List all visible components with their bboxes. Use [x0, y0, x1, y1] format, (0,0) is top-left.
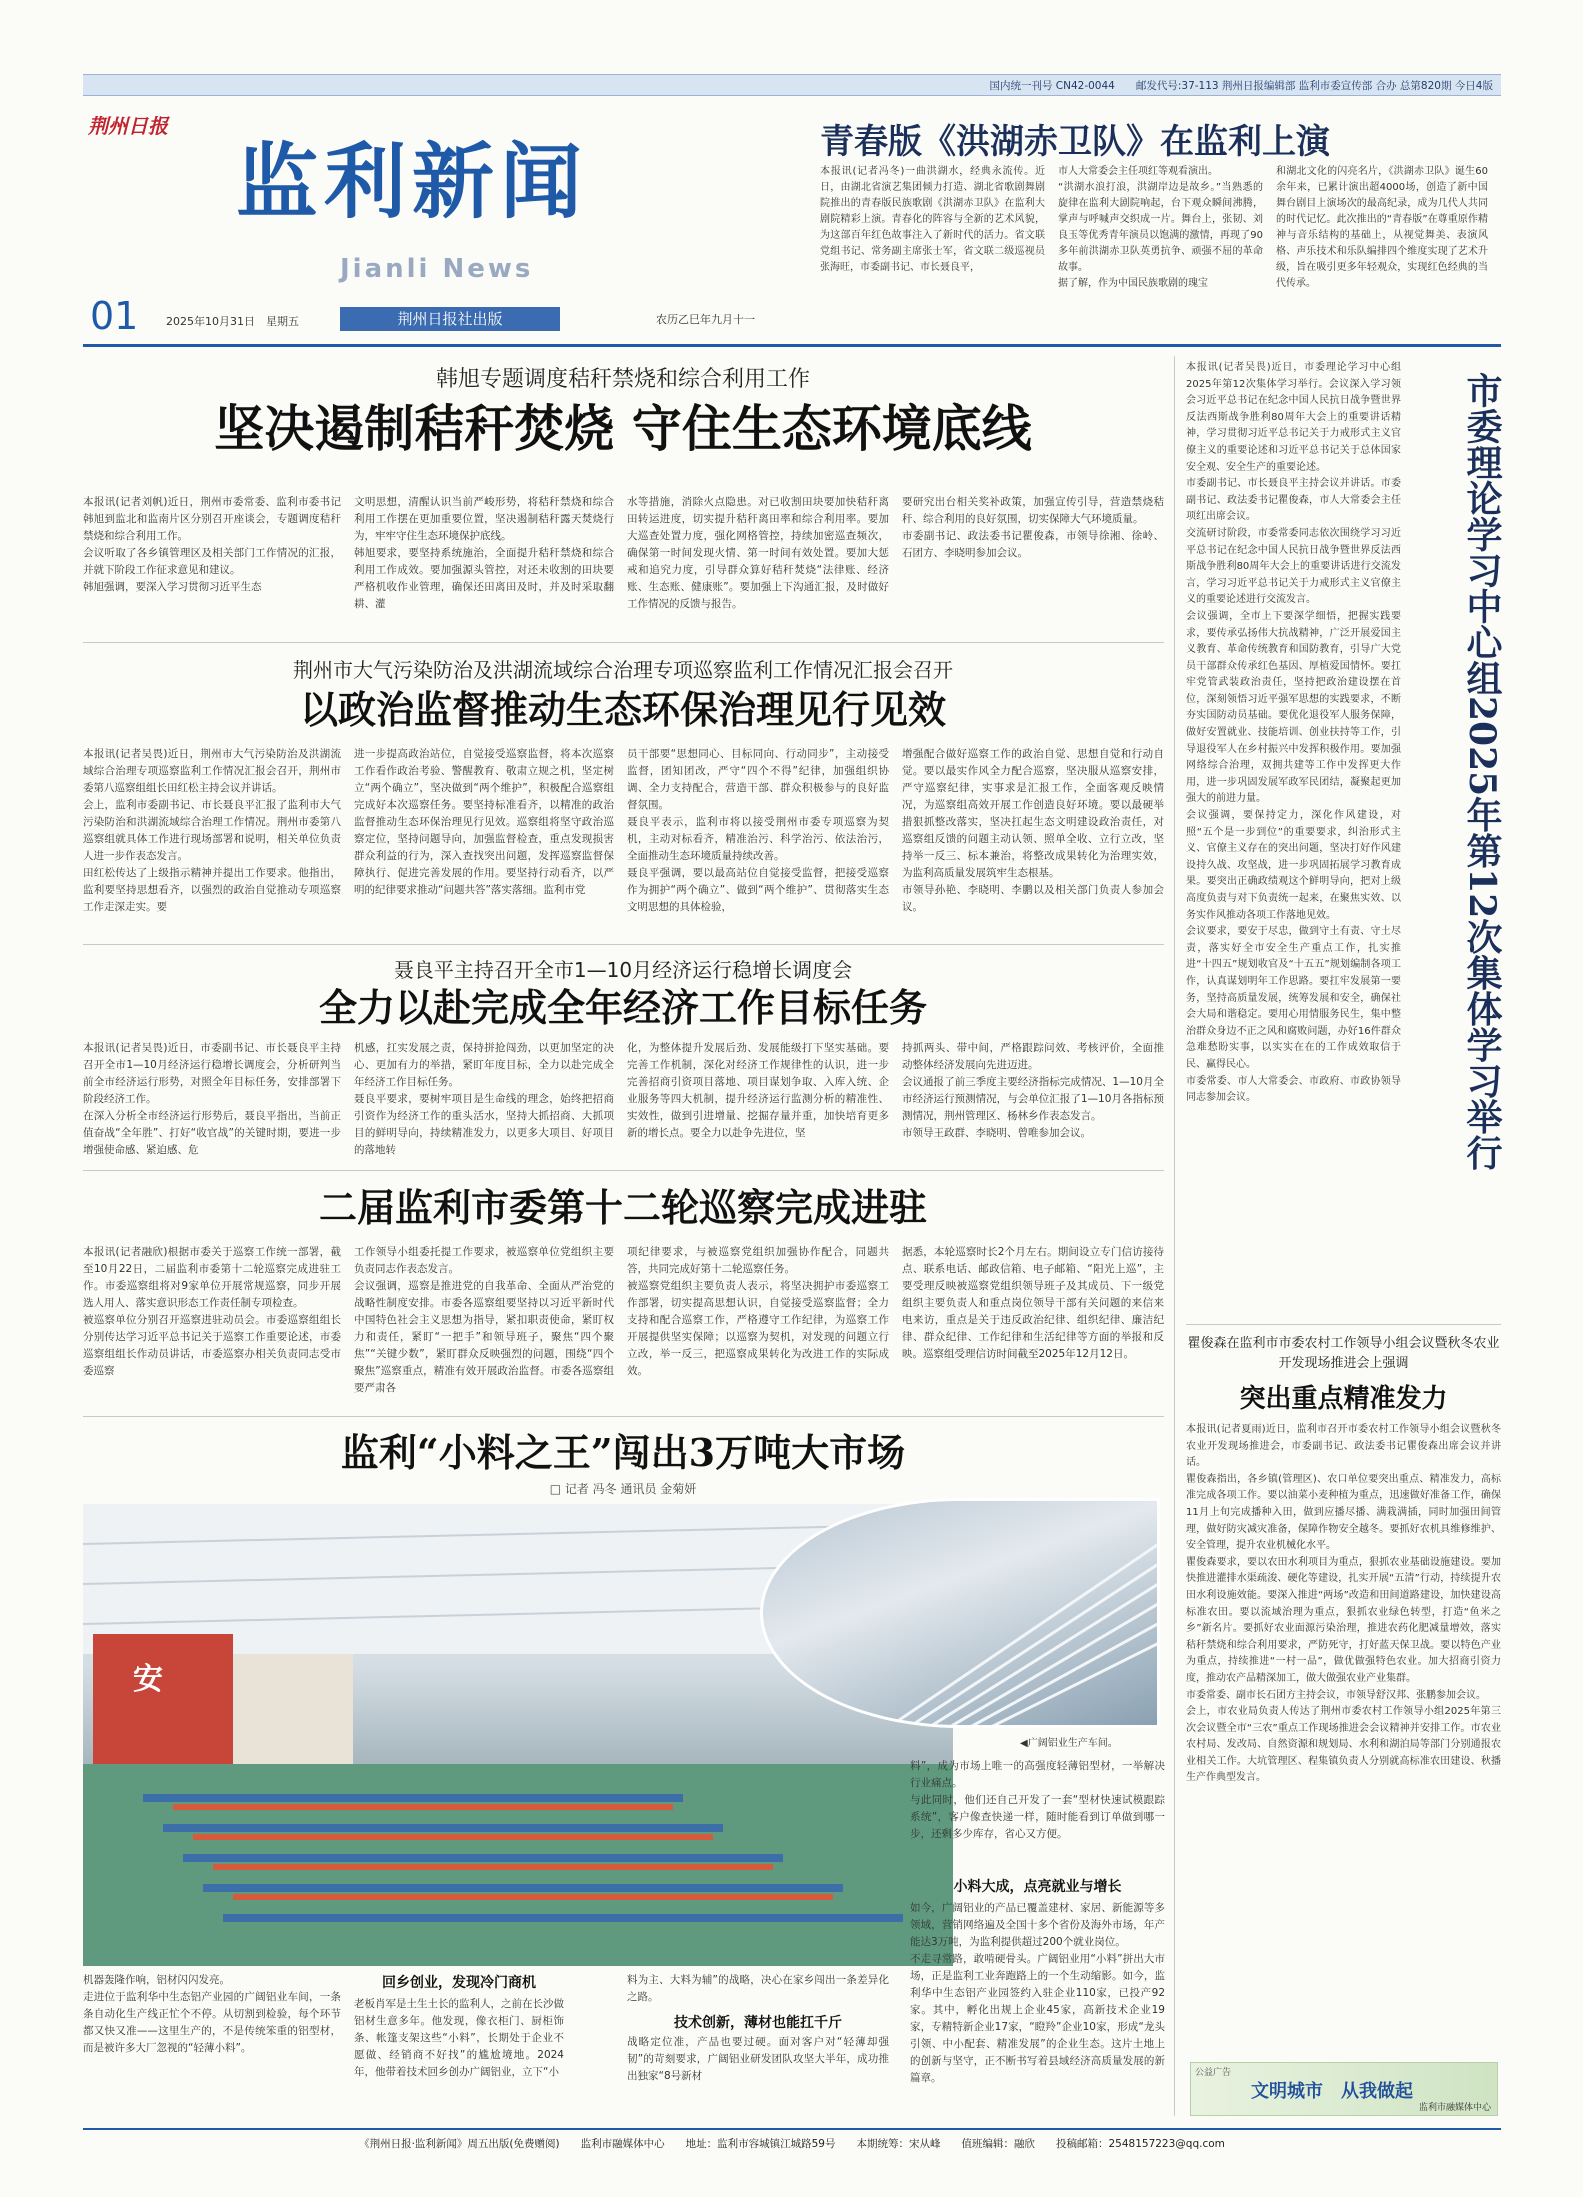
masthead-subtitle: Jianli News [340, 254, 534, 284]
ad-slogan: 文明城市 从我做起 [1251, 2081, 1413, 2102]
story4-col2: 工作领导小组委托提工作要求，被巡察单位党组织主要负责同志作表态发言。 会议强调，巡察是推进党的自我革命、全面从严治党的战略性制度安排。市委各巡察组要坚持以习近平新时代中国特色社会主义思想为指导，紧扣职责使命，紧盯权力和责任，紧盯“一把手”和领导班子，聚焦“四个聚焦”“关键少数”，紧盯群众反映强烈的问题，围绕“四个聚焦”巡察重点，精准有效开展政治监督。市委各巡察组要严肃各 [354, 1246, 614, 1394]
story4-col1: 本报讯(记者融欣)根据市委关于巡察工作统一部署，截至10月22日，二届监利市委第十二轮巡察完成进驻工作。市委巡察组将对9家单位开展常规巡察，同步开展选人用人、落实意识形态工作责任制专项检查。 被巡察单位分别召开巡察进驻动员会。市委巡察组组长分别传达学习近平总书记关于巡察工作重要论述，市委巡察组组长作动员讲话，市委巡察办相关负责同志受市委巡察 [83, 1246, 341, 1377]
sidebar2-title: 突出重点精准发力 [1239, 1384, 1448, 1414]
story5-right-col1: 料”，成为市场上唯一的高强度轻薄铝型材，一举解决行业痛点。 与此同时，他们还自己开发了一套“型材快速试模跟踪系统”，客户像查快递一样，随时能看到订单做到哪一步，还剩多少库存，省心又方便。 [910, 1760, 1165, 1840]
story3-title: 全力以赴完成全年经济工作目标任务 [318, 985, 927, 1030]
safety-sign: 安 [133, 1662, 163, 1697]
story4-col4: 据悉，本轮巡察时长2个月左右。期间设立专门信访接待点、联系电话、邮政信箱、电子邮箱、“阳光上巡”，主要受理反映被巡察党组织领导班子及其成员、下一级党组织主要负责人和重点岗位领导干部有关问题的来信来电来访，重点是关于违反政治纪律、组织纪律、廉洁纪律、群众纪律、工作纪律和生活纪律等方面的举报和反映。巡察组受理信访时间截至2025年12月12日。 [902, 1246, 1164, 1360]
story3-col4: 持抓两头、带中间，严格跟踪问效、考核评价，全面推动整体经济发展向先进迈进。 会议通报了前三季度主要经济指标完成情况、1—10月全市经济运行预测情况，与会单位汇报了1—10月各指标预测情况，荆州管理区、杨林乡作表态发言。 市领导王政群、李晓明、曾唯参加会议。 [902, 1042, 1164, 1139]
story5-bottom-col2: 老板肖军是土生土长的监利人，之前在长沙做铝材生意多年。他发现，像衣柜门、厨柜饰条、帐篷支架这些“小料”，长期处于企业不愿做、经销商不好找”的尴尬境地。2024年，他带着技术回乡创办广阔铝业，立下“小 [354, 1998, 564, 2078]
story5-bottom-col1: 机器轰隆作响，铝材闪闪发亮。 走进位于监利华中生态铝产业园的广阔铝业车间，一条条自动化生产线正忙个不停。从切割到检验，每个环节都又快又准——这里生产的，不是传统笨重的铝型材，而是被许多大厂忽视的“轻薄小料”。 [83, 1974, 341, 2054]
footer-rule [83, 2128, 1501, 2130]
story1-kicker: 韩旭专题调度秸秆禁烧和综合利用工作 [435, 367, 810, 392]
story1-col3: 水等措施，消除火点隐患。对已收割田块要加快秸秆离田转运进度，切实提升秸秆离田率和综合利用率。要加大巡查处置力度，强化网格管控，持续加密巡查频次，确保第一时间发现火情、第一时间有效处置。要加大惩戒和追究力度，引导群众算好秸秆焚烧“法律账、经济账、生态账、健康账”。要加强上下沟通汇报，及时做好工作情况的反馈与报告。 [627, 496, 889, 610]
story1-col2: 文明思想，清醒认识当前严峻形势，将秸秆禁烧和综合利用工作摆在更加重要位置，坚决遏制秸秆露天焚烧行为，牢牢守住生态环境保护底线。 韩旭要求，要坚持系统施治，全面提升秸秆禁烧和综合利用工作成效。要加强源头管控，对还未收割的田块要严格机收作业管理，确保还田离田及时，并及时采取翻耕、灌 [354, 496, 614, 610]
story4-col3: 项纪律要求，与被巡察党组织加强协作配合，同题共答，共同完成好第十二轮巡察任务。 被巡察党组织主要负责人表示，将坚决拥护市委巡察工作部署，切实提高思想认识，自觉接受巡察监督；全力支持和配合巡察工作，严格遵守工作纪律，为巡察工作开展提供坚实保障；以巡察为契机，对发现的问题立行立改，举一反三，把巡察成果转化为改进工作的实际成效。 [627, 1246, 889, 1377]
story2-col3: 员干部要“思想同心、目标同向、行动同步”，主动接受监督，团知团改，严守“四个不得”纪律，加强组织协调、全力支持配合，营造干部、群众积极参与的良好监督氛围。 聂良平表示，监利市将以接受荆州市委专项巡察为契机，主动对标看齐，精准治污、科学治污、依法治污，全面推动生态环境质量持续改善。 聂良平强调，要以最高站位自觉接受监督，把接受巡察作为拥护“两个确立”、做到“两个维护”、贯彻落实生态文明思想的具体检验， [627, 748, 889, 913]
top-story-col1: 本报讯(记者冯冬)一曲洪湖水，经典永流传。近日，由湖北省演艺集团倾力打造、湖北省歌剧舞剧院推出的青春版民族歌剧《洪湖赤卫队》在监利大剧院精彩上演。青春化的阵容与全新的艺术风貌，为这部百年红色故事注入了新时代的活力。省文联党组书记、常务副主席张士军，省文联二级巡视员张海旺，市委副书记、市长聂良平， [820, 166, 1045, 273]
masthead-title: 监利新闻 [236, 134, 589, 230]
page-number: 01 [90, 294, 139, 338]
sidebar-divider [1174, 356, 1175, 2116]
story5-subhead1: 小料大成，点亮就业与增长 [953, 1879, 1122, 1895]
masthead-divider [83, 344, 1501, 347]
story3-kicker: 聂良平主持召开全市1—10月经济运行稳增长调度会 [393, 958, 853, 982]
story1-title: 坚决遏制秸秆焚烧 守住生态环境底线 [214, 399, 1032, 458]
divider [83, 944, 1164, 945]
story5-bottom-col4: 战略定位准，产品也要过硬。面对客户对“轻薄却强韧”的苛刻要求，广阔铝业研发团队攻坚大半年，成功推出独家“8号新材 [627, 2036, 889, 2082]
story5-right-col2: 如今，广阔铝业的产品已覆盖建材、家居、新能源等多领域，营销网络遍及全国十多个省份及海外市场，年产能达3万吨，为监利提供超过200个就业岗位。 不走寻常路，敢啃硬骨头。广阔铝业用“小料”拼出大市场，正是监利工业奔跑路上的一个生动缩影。如今，监利华中生态铝产业园签约入驻企业110家，已投产92家。其中，孵化出规上企业45家，高新技术企业19家，专精特新企业17家，“瞪羚”企业10家，形成“龙头引领、中小配套、精准发展”的企业生态。这片土地上的创新与坚守，正不断书写着县域经济高质量发展的新篇章。 [910, 1902, 1165, 2084]
photo-caption: ◀广阔铝业生产车间。 [1020, 1738, 1118, 1749]
issue-date: 2025年10月31日 星期五 [166, 315, 299, 328]
sidebar2-kicker: 瞿俊森在监利市市委农村工作领导小组会议暨秋冬农业开发现场推进会上强调 [1187, 1336, 1500, 1371]
aluminum-stack-illustration [763, 1501, 1160, 1728]
story5-subhead3: 技术创新，薄材也能扛千斤 [674, 2015, 842, 2031]
sidebar1-title: 市委理论学习中心组2025年第12次集体学习举行 [1461, 372, 1503, 1171]
story5-bottom-col3: 料为主、大料为辅”的战略，决心在家乡闯出一条差异化之路。 [627, 1974, 889, 2003]
story5-byline: □ 记者 冯冬 通讯员 金菊妍 [549, 1482, 697, 1496]
divider [83, 1416, 1164, 1417]
top-story-title: 青春版《洪湖赤卫队》在监利上演 [820, 122, 1330, 162]
divider [83, 1170, 1164, 1171]
story2-kicker: 荆州市大气污染防治及洪湖流域综合治理专项巡察监利工作情况汇报会召开 [293, 658, 953, 682]
publisher-badge: 荆州日报社出版 [340, 307, 560, 331]
story2-col4: 增强配合做好巡察工作的政治自觉、思想自觉和行动自觉。要以最实作风全力配合巡察，坚决服从巡察安排，严守巡察纪律，实事求是汇报工作，全面客观反映情况，为巡察组高效开展工作创造良好环境。要以最硬举措狠抓整改落实，坚决扛起生态文明建设政治责任，对巡察组反馈的问题主动认领、照单全收、立行立改，坚持举一反三、标本兼治，将整改成果转化为治理实效，为监利高质量发展筑牢生态根基。 市领导孙艳、李晓明、李鹏以及相关部门负责人参加会议。 [902, 748, 1164, 913]
top-story-col2: 市人大常委会主任项红等观看演出。 “洪湖水浪打浪，洪湖岸边是故乡。”当熟悉的旋律在监利大剧院响起，台下观众瞬间沸腾，掌声与呼喊声交织成一片。舞台上，张韧、刘良玉等优秀青年演员以饱满的激情，再现了90多年前洪湖赤卫队英勇抗争、顽强不屈的革命故事。 据了解，作为中国民族歌剧的瑰宝 [1058, 166, 1263, 289]
ad-label: 公益广告 [1195, 2068, 1232, 2078]
story2-title: 以政治监督推动生态环保治理见行见效 [299, 687, 946, 732]
logo-small: 荆州日报 [88, 114, 168, 138]
story1-col1: 本报讯(记者刘帆)近日，荆州市委常委、监利市委书记韩旭到监北和监南片区分别召开座谈会，专题调度秸秆禁烧和综合利用工作。 会议听取了各乡镇管理区及相关部门工作情况的汇报，并就下阶段工作征求意见和建议。 韩旭强调，要深入学习贯彻习近平生态 [83, 496, 341, 593]
inset-photo [760, 1498, 1160, 1728]
sidebar2-text: 本报讯(记者夏雨)近日，监利市召开市委农村工作领导小组会议暨秋冬农业开发现场推进会，市委副书记、政法委书记瞿俊森出席会议并讲话。 瞿俊森指出，各乡镇(管理区)、农口单位要突出重点、精准发力，高标准完成各项工作。要以油菜小麦种植为重点，迅速做好准备工作，确保11月上旬完成播种入田，做到应播尽播、满栽满插，同时加强田间管理，做好防灾减灾准备，保障作物安全越冬。要抓好农机具维修维护、安全管理，提升农业机械化水平。 瞿俊森要求，要以农田水利项目为重点，狠抓农业基础设施建设。要加快推进灌排水渠疏浚、硬化等建设，扎实开展“五清”行动，持续提升农田水利设施效能。要深入推进“两场”改造和田间道路建设，加快建设高标准农田。要以流域治理为重点，狠抓农业绿色转型，打造“鱼米之乡”新名片。要抓好农业面源污染治理，推进农药化肥减量增效，落实秸秆禁烧和综合利用要求，严防死守，打好蓝天保卫战。要以特色产业为重点，持续推进“一村一品”，做优做强特色农业。加大招商引资力度，推动农产品精深加工，做大做强农业产业集群。 市委常委、副市长石团方主持会议，市领导舒汉邦、张鹏参加会议。 会上，市农业局负责人传达了荆州市委农村工作领导小组2025年第三次会议暨全市“三农”重点工作现场推进会会议精神并安排工作。市农业农村局、发改局、自然资源和规划局、水利和湖泊局等部门分别通报农业相关工作。大坑管理区、程集镇负责人分别就高标准农田建设、秋播生产作典型发言。 [1186, 1424, 1501, 1784]
divider [83, 642, 1164, 643]
ad-sponsor: 监利市融媒体中心 [1418, 2103, 1491, 2113]
edition-info: 国内统一刊号 CN42-0044 邮发代号:37-113 荆州日报编辑部 监利市委宣传部 合办 总第820期 今日4版 [989, 80, 1493, 92]
story5-title: 监利“小料之王”闯出3万吨大市场 [340, 1430, 906, 1475]
sidebar1-text: 本报讯(记者吴畏)近日，市委理论学习中心组2025年第12次集体学习举行。会议深入学习领会习近平总书记在纪念中国人民抗日战争暨世界反法西斯战争胜利80周年大会上的重要讲话精神，学习贯彻习近平总书记关于力戒形式主义官僚主义的重要论述和习近平总书记关于总体国家安全观、安全生产的重要论述。 市委副书记、市长聂良平主持会议并讲话。市委副书记、政法委书记瞿俊森，市人大常委会主任项红出席会议。 交流研讨阶段，市委常委同志依次围绕学习习近平总书记在纪念中国人民抗日战争暨世界反法西斯战争胜利80周年大会上的重要讲话进行交流发言，学习习近平总书记关于力戒形式主义官僚主义的重要论述进行交流发言。 会议强调，全市上下要深学细悟，把握实践要求，要传承弘扬伟大抗战精神，广泛开展爱国主义教育、革命传统教育和国防教育，引导广大党员干部群众传承红色基因、厚植爱国情怀。要扛牢党管武装政治责任，坚持把政治建设摆在首位，深刻领悟习近平强军思想的实践要求，不断夯实国防动员基础。要优化退役军人服务保障，做好安置就业、技能培训、创业扶持等工作，引导退役军人在乡村振兴中发挥积极作用。要加强网络综合治理，双拥共建等工作中发挥更大作用，进一步巩固发展军政军民团结，凝聚起更加强大的前进力量。 会议强调，要保持定力，深化作风建设，对照“五个是一步到位”的重要要求，纠治形式主义、官僚主义存在的突出问题，坚决打好作风建设持久战、攻坚战，进一步巩固拓展学习教育成果。要突出正确政绩观这个鲜明导向，把对上级高度负责与对下负责统一起来，在聚焦实效、以务实作风推动各项工作落地见效。 会议要求，要安于尽忠，做到守土有责、守土尽责，落实好全市安全生产重点工作，扎实推进“十四五”规划收官及“十五五”规划编制各项工作，认真谋划明年工作思路。要扛牢发展第一要务，坚持高质量发展，统筹发展和安全，确保社会大局和谐稳定。要用心用情服务民生，集中整治群众身边不正之风和腐败问题，办好16件群众急难愁盼实事，以实实在在的工作成效取信于民、赢得民心。 市委常委、市人大常委会、市政府、市政协领导同志参加会议。 [1186, 362, 1401, 1104]
divider [1186, 1324, 1501, 1325]
story3-col2: 机感，扛实发展之责，保持拼抢闯劲，以更加坚定的决心、更加有力的举措，紧盯年度目标，全力以赴完成全年经济工作目标任务。 聂良平要求，要树牢项目是生命线的理念，始终把招商引资作为经济工作的重头活水，坚持大抓招商、大抓项目的鲜明导向，持续精准发力，以更多大项目、好项目的落地转 [354, 1042, 614, 1156]
story4-title: 二届监利市委第十二轮巡察完成进驻 [318, 1185, 927, 1230]
story1-col4: 要研究出台相关奖补政策，加强宣传引导，营造禁烧秸秆、综合利用的良好氛围，切实保障大气环境质量。 市委副书记、政法委书记瞿俊森，市领导徐湘、徐岭、石团方、李晓明参加会议。 [902, 496, 1164, 559]
story3-col3: 化，为整体提升发展后劲、发展能级打下坚实基础。要完善工作机制，深化对经济工作规律性的认识，进一步完善招商引资项目落地、项目谋划争取、入库入统、企业服务等四大机制，提升经济运行监测分析的精准性、实效性，做到引进增量、挖掘存量并重，加快培育更多新的增长点。要全力以赴争先进位，坚 [627, 1042, 889, 1139]
public-ad [1190, 2062, 1498, 2116]
top-info-bar [83, 74, 1501, 96]
story2-col2: 进一步提高政治站位，自觉接受巡察监督，将本次巡察工作看作政治考验、警醒教育、敬肃立规之机，坚定树立“两个确立”，坚决做到“两个维护”，积极配合巡察组完成好本次巡察任务。要坚持标准看齐，以精准的政治监督推动生态环保治理见行见效。巡察组将坚守政治巡察定位，坚持问题导向，加强监督检查，重点发现损害群众利益的行为，深入查找突出问题，发挥巡察监督保障执行、促进完善发展的作用。要坚持行动看齐，以严明的纪律要求推动“问题共答”落实落细。监利市党 [354, 748, 614, 896]
lunar-date: 农历乙巳年九月十一 [656, 313, 755, 326]
story3-col1: 本报讯(记者吴畏)近日，市委副书记、市长聂良平主持召开全市1—10月经济运行稳增长调度会，分析研判当前全市经济运行形势，对照全年目标任务，安排部署下阶段经济工作。 在深入分析全市经济运行形势后，聂良平指出，当前正值奋战“全年胜”、打好“收官战”的关键时期，要进一步增强使命感、紧迫感、危 [83, 1042, 341, 1156]
top-story-col3: 和湖北文化的闪亮名片，《洪湖赤卫队》诞生60余年来，已累计演出超4000场，创造了新中国舞台剧目上演场次的最高纪录，成为几代人共同的时代记忆。此次推出的“青春版”在尊重原作精神与音乐结构的基础上，从视觉舞美、表演风格、声乐技术和乐队编排四个维度实现了艺术升级，旨在吸引更多年轻观众，实现红色经典的当代传承。 [1276, 166, 1488, 289]
story2-col1: 本报讯(记者吴畏)近日，荆州市大气污染防治及洪湖流域综合治理专项巡察监利工作情况汇报会召开，荆州市委第八巡察组组长田红松主持会议并讲话。 会上，监利市委副书记、市长聂良平汇报了监利市大气污染防治和洪湖流域综合治理工作情况。荆州市委第八巡察组就具体工作进行现场部署和说明，相关单位负责人进一步作表态发言。 田红松传达了上级指示精神并提出工作要求。他指出，监利要坚持思想看齐，以强烈的政治自觉推动专项巡察工作走深走实。要 [83, 748, 341, 913]
story5-subhead2: 回乡创业，发现冷门商机 [382, 1975, 536, 1991]
footer-info: 《荆州日报·监利新闻》周五出版(免费赠阅) 监利市融媒体中心 地址：监利市容城镇江城路59号 本期统筹：宋从峰 值班编辑：融欣 投稿邮箱：2548157223@qq.com [359, 2138, 1225, 2150]
